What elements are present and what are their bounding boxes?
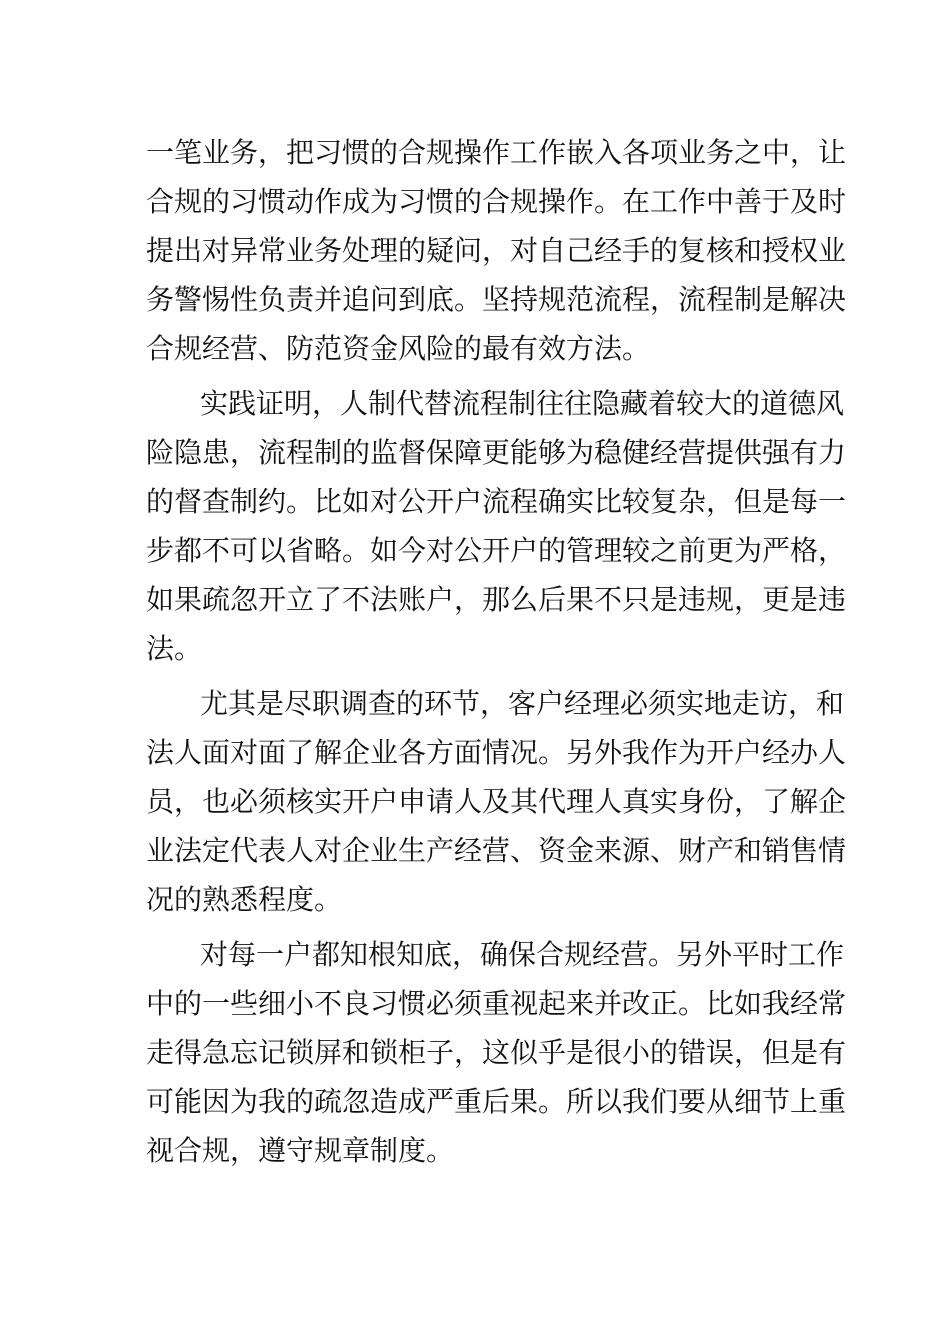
paragraph-3-line-4: 业法定代表人对企业生产经营、资金来源、财产和销售情 (146, 834, 847, 867)
paragraph-4-line-5: 视合规，遵守规章制度。 (146, 1134, 455, 1167)
paragraph-1-line-2: 合规的习惯动作成为习惯的合规操作。在工作中善于及时 (146, 185, 847, 218)
paragraph-3-line-1: 尤其是尽职调查的环节，客户经理必须实地走访，和 (200, 687, 845, 720)
paragraph-3-line-3: 员，也必须核实开户申请人及其代理人真实身份，了解企 (146, 785, 847, 818)
paragraph-4-line-3: 走得急忘记锁屏和锁柜子，这似乎是很小的错误，但是有 (146, 1036, 847, 1069)
paragraph-2-line-6: 法。 (146, 632, 203, 665)
paragraph-4-line-2: 中的一些细小不良习惯必须重视起来并改正。比如我经常 (146, 987, 847, 1020)
paragraph-4-line-1: 对每一户都知根知底，确保合规经营。另外平时工作 (200, 938, 845, 971)
paragraph-1-line-4: 务警惕性负责并追问到底。坚持规范流程，流程制是解决 (146, 283, 847, 316)
paragraph-4-line-4: 可能因为我的疏忽造成严重后果。所以我们要从细节上重 (146, 1085, 847, 1118)
paragraph-2-line-3: 的督查制约。比如对公开户流程确实比较复杂，但是每一 (146, 485, 847, 518)
paragraph-2-line-2: 险隐患，流程制的监督保障更能够为稳健经营提供强有力 (146, 436, 847, 469)
paragraph-3-line-2: 法人面对面了解企业各方面情况。另外我作为开户经办人 (146, 736, 847, 769)
paragraph-1-line-3: 提出对异常业务处理的疑问，对自己经手的复核和授权业 (146, 234, 847, 267)
paragraph-2-line-4: 步都不可以省略。如今对公开户的管理较之前更为严格， (146, 534, 847, 567)
paragraph-1-line-5: 合规经营、防范资金风险的最有效方法。 (146, 332, 651, 365)
paragraph-1-line-1: 一笔业务，把习惯的合规操作工作嵌入各项业务之中，让 (146, 136, 847, 169)
paragraph-2-line-5: 如果疏忽开立了不法账户，那么后果不只是违规，更是违 (146, 583, 847, 616)
paragraph-2-line-1: 实践证明，人制代替流程制往往隐藏着较大的道德风 (200, 387, 845, 420)
paragraph-3-line-5: 况的熟悉程度。 (146, 883, 343, 916)
